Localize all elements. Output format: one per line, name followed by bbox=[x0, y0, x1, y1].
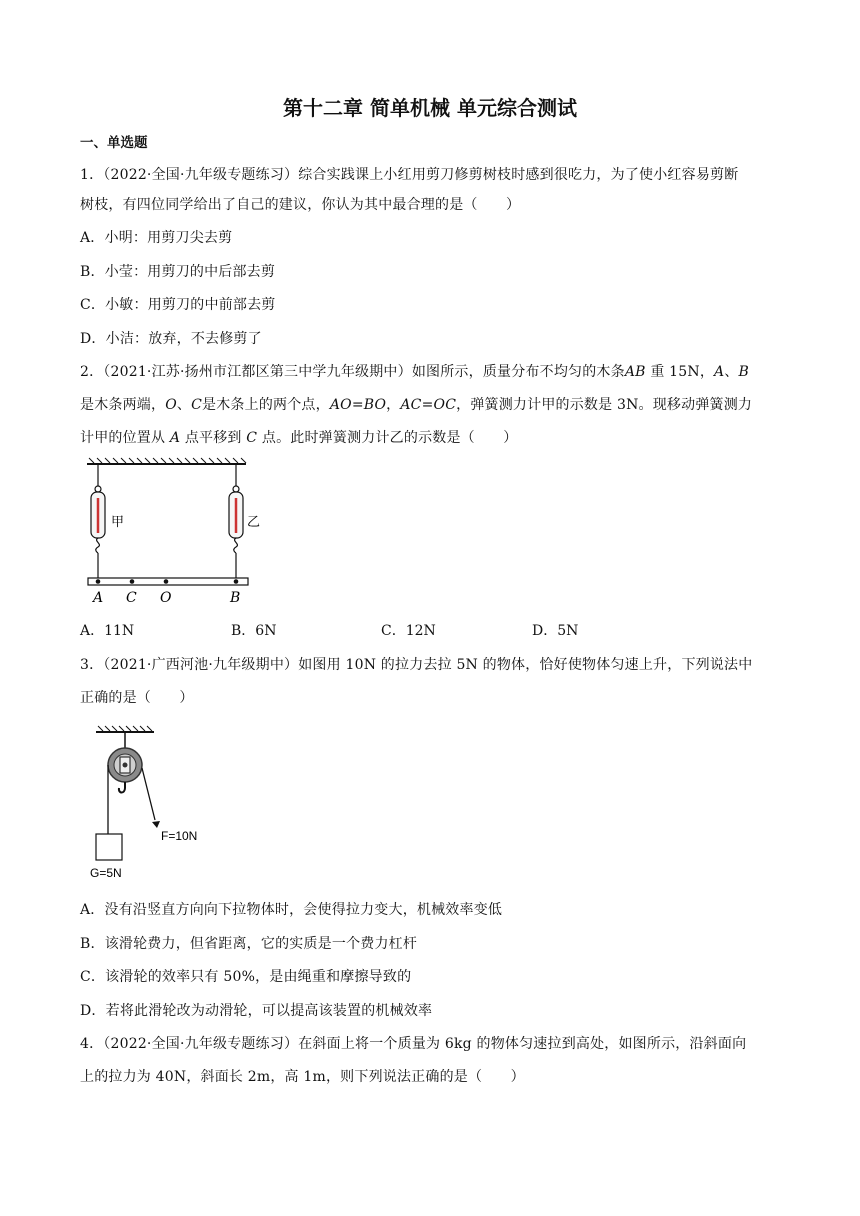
q2-lever-figure bbox=[84, 458, 261, 608]
q3-stem-line2: 正确的是（ ） bbox=[80, 690, 194, 706]
page-title: 第十二章 简单机械 单元综合测试 bbox=[283, 96, 577, 120]
force-label: F=10N bbox=[161, 829, 198, 843]
q3-option-d: D．若将此滑轮改为动滑轮，可以提高该装置的机械效率 bbox=[80, 1003, 433, 1019]
q1-option-d: D．小洁：放弃，不去修剪了 bbox=[80, 331, 262, 347]
q4-stem-line2: 上的拉力为 40N，斜面长 2m，高 1m，则下列说法正确的是（ ） bbox=[80, 1069, 525, 1085]
point-a-label: A bbox=[93, 590, 104, 606]
q1-stem-line1: 1．（2022·全国·九年级专题练习）综合实践课上小红用剪刀修剪树枝时感到很吃力，为了使小红容易剪断 bbox=[80, 167, 739, 183]
q4-stem-line1: 4．（2022·全国·九年级专题练习）在斜面上将一个质量为 6kg 的物体匀速拉到高处，如图所示，沿斜面向 bbox=[80, 1036, 747, 1052]
weight-label: G=5N bbox=[90, 866, 122, 880]
point-o-label: O bbox=[160, 590, 172, 606]
spring-scale-jia bbox=[91, 465, 105, 578]
q3-option-b: B．该滑轮费力，但省距离，它的实质是一个费力杠杆 bbox=[80, 936, 418, 952]
q1-stem-line2: 树枝，有四位同学给出了自己的建议，你认为其中最合理的是（ ） bbox=[80, 197, 521, 213]
q2-stem-line3: 计甲的位置从 A 点平移到 C 点。此时弹簧测力计乙的示数是（ ） bbox=[80, 430, 518, 446]
q2-option-b: B．6N bbox=[231, 623, 277, 639]
label-yi: 乙 bbox=[247, 515, 261, 530]
q1-option-a: A．小明：用剪刀尖去剪 bbox=[80, 230, 233, 246]
q2-stem-line1: 2．（2021·江苏·扬州市江都区第三中学九年级期中）如图所示，质量分布不均匀的木条AB 重 15N，A、B bbox=[80, 364, 750, 380]
q3-option-c: C．该滑轮的效率只有 50%，是由绳重和摩擦导致的 bbox=[80, 969, 412, 985]
section-heading: 一、单选题 bbox=[80, 135, 148, 151]
q3-pulley-figure bbox=[86, 724, 236, 884]
point-c-label: C bbox=[126, 590, 137, 606]
q2-stem-line2: 是木条两端，O、C是木条上的两个点，AO=BO，AC=OC，弹簧测力计甲的示数是 3N。现移动弹簧测力 bbox=[80, 397, 753, 413]
q2-option-c: C．12N bbox=[381, 623, 436, 639]
spring-scale-yi bbox=[229, 465, 243, 578]
weight-block bbox=[96, 834, 122, 860]
q3-option-a: A．没有沿竖直方向向下拉物体时，会使得拉力变大，机械效率变低 bbox=[80, 902, 503, 918]
label-jia: 甲 bbox=[111, 515, 125, 530]
q3-stem-line1: 3．（2021·广西河池·九年级期中）如图用 10N 的拉力去拉 5N 的物体，恰好使物体匀速上升，下列说法中 bbox=[80, 657, 753, 673]
q2-option-a: A．11N bbox=[80, 623, 135, 639]
q2-option-d: D．5N bbox=[532, 623, 579, 639]
q1-option-c: C．小敏：用剪刀的中前部去剪 bbox=[80, 297, 276, 313]
q1-option-b: B．小莹：用剪刀的中后部去剪 bbox=[80, 264, 276, 280]
point-b-label: B bbox=[230, 590, 241, 606]
